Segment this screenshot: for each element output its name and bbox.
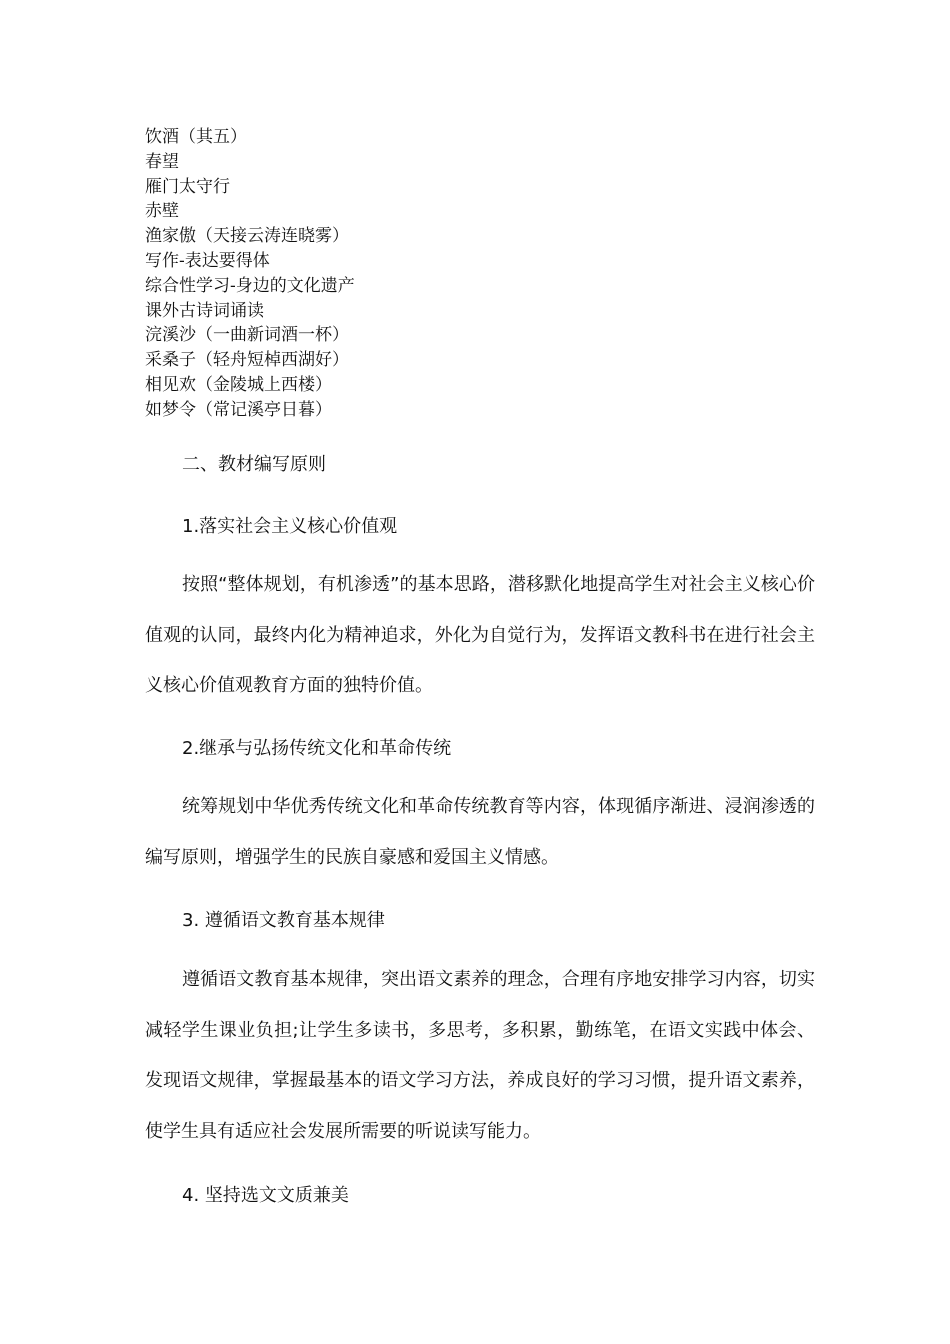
list-item: 采桑子（轻舟短棹西湖好）: [145, 350, 349, 371]
list-item: 浣溪沙（一曲新词酒一杯）: [145, 325, 349, 346]
principle-paragraph-2: 统筹规划中华优秀传统文化和革命传统教育等内容，体现循序渐进、浸润渗透的编写原则，增强学生的民族自豪感和爱国主义情感。: [145, 796, 815, 868]
section-title: 二、教材编写原则: [182, 454, 326, 475]
list-item: 相见欢（金陵城上西楼）: [145, 374, 332, 395]
contents-list: [145, 125, 355, 423]
principle-heading-2: 2.继承与弘扬传统文化和革命传统: [182, 738, 452, 759]
principle-paragraph-1: 按照“整体规划，有机渗透”的基本思路，潜移默化地提高学生对社会主义核心价值观的认同，最终内化为精神追求，外化为自觉行为，发挥语文教科书在进行社会主义核心价值观教育方面的独特价值。: [145, 574, 815, 696]
list-item: 综合性学习-身边的文化遗产: [145, 275, 355, 296]
principle-heading-1: 1.落实社会主义核心价值观: [182, 516, 398, 537]
list-item: 课外古诗词诵读: [145, 300, 264, 321]
list-item: 春望: [145, 151, 179, 172]
list-item: 渔家傲（天接云涛连晓雾）: [145, 226, 349, 247]
list-item: 如梦令（常记溪亭日暮）: [145, 399, 332, 420]
list-item: 饮酒（其五）: [145, 127, 247, 147]
list-item: 赤壁: [145, 201, 179, 222]
list-item: 写作-表达要得体: [145, 250, 270, 271]
principle-heading-4: 4. 坚持选文文质兼美: [182, 1185, 349, 1206]
list-item: 雁门太守行: [145, 176, 230, 197]
principle-heading-3: 3. 遵循语文教育基本规律: [182, 910, 385, 931]
principle-paragraph-3: 遵循语文教育基本规律，突出语文素养的理念，合理有序地安排学习内容，切实减轻学生课业负担;让学生多读书，多思考，多积累，勤练笔，在语文实践中体会、发现语文规律，掌握最基本的语文学习方法，养成良好的学习习惯，提升语文素养，使学生具有适应社会发展所需要的听说读写能力。: [145, 969, 815, 1142]
